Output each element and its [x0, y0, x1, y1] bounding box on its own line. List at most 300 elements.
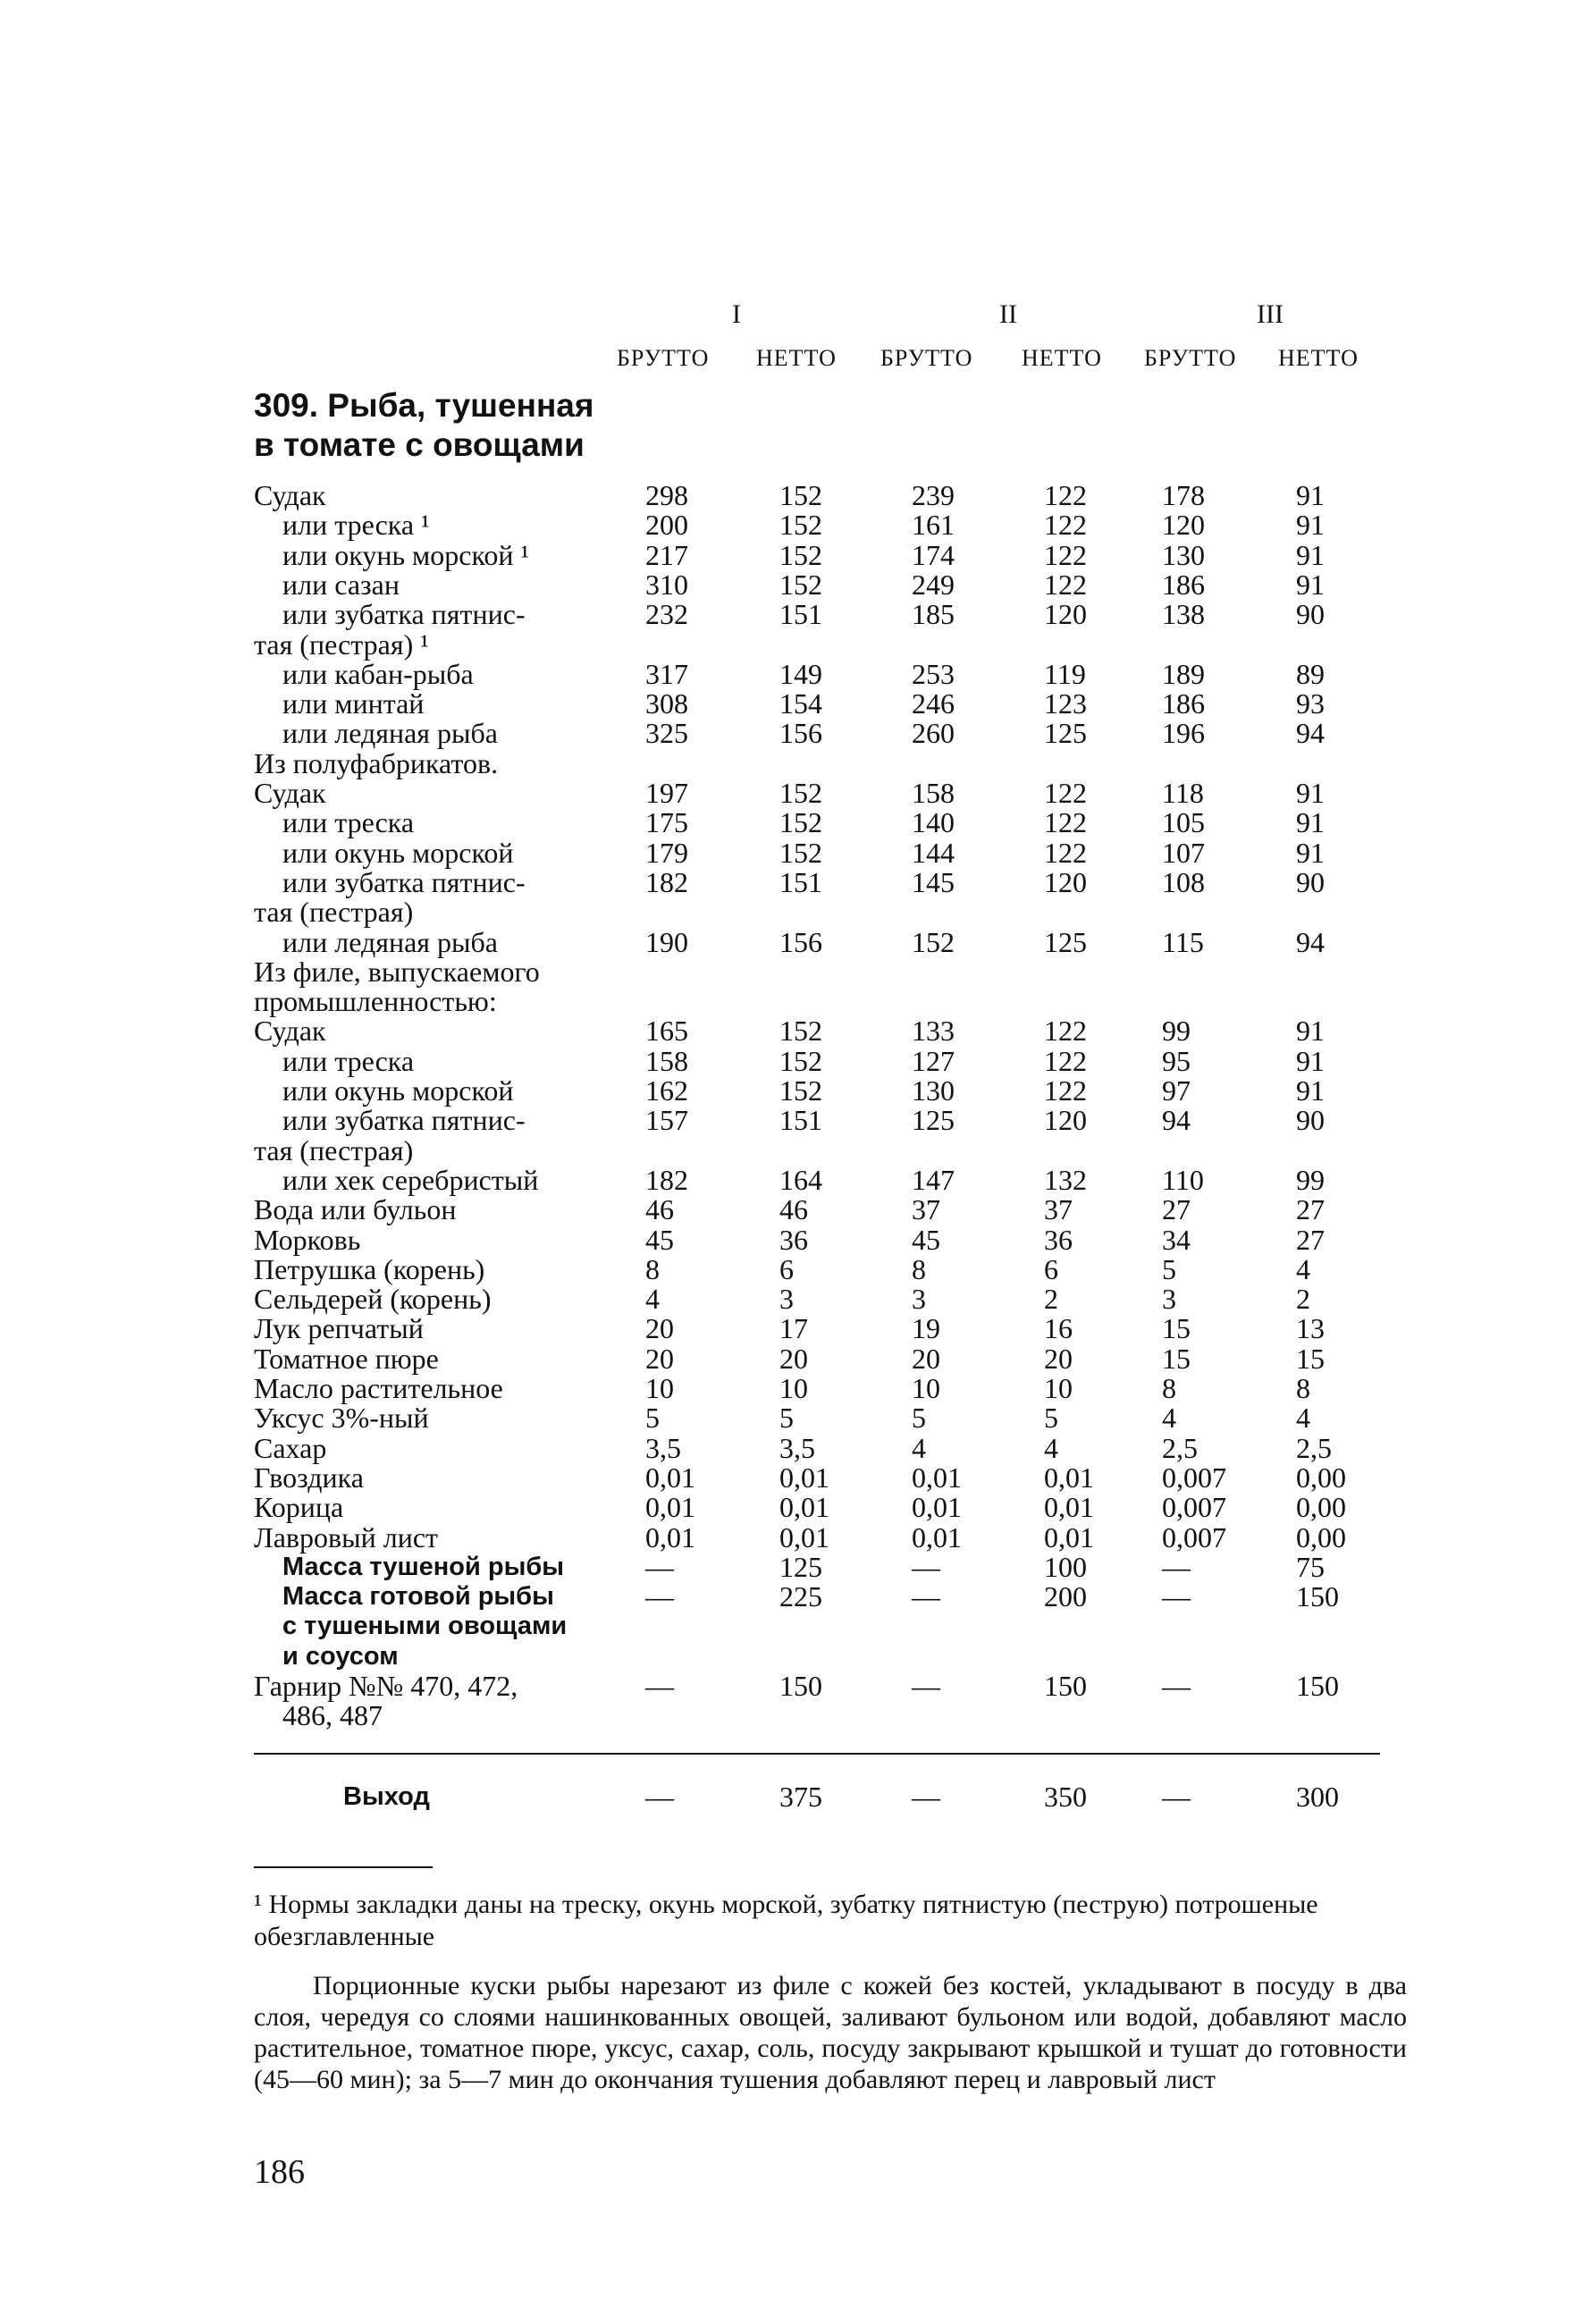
value-cell: 149 [779, 657, 822, 690]
value-cell: 2,5 [1296, 1431, 1332, 1464]
table-row [0, 1611, 1574, 1641]
value-cell: 34 [1162, 1223, 1191, 1256]
value-cell: 3 [779, 1283, 794, 1316]
value-cell: 107 [1162, 836, 1205, 869]
value-cell: 162 [645, 1074, 688, 1107]
value-cell: 122 [1044, 806, 1087, 839]
table-row [0, 1433, 1574, 1463]
value-cell: 27 [1162, 1193, 1191, 1226]
value-cell: 225 [779, 1580, 822, 1613]
value-cell: 317 [645, 657, 688, 690]
value-cell: 133 [912, 1015, 955, 1048]
value-cell: 122 [1044, 836, 1087, 869]
value-cell: 161 [912, 509, 955, 542]
value-cell: 182 [645, 1163, 688, 1196]
value-cell: 91 [1296, 836, 1325, 869]
recipe-title-line-2: в томате с овощами [254, 426, 585, 463]
table-row [0, 1343, 1574, 1374]
value-cell: 0,00 [1296, 1520, 1346, 1554]
value-cell: 119 [1044, 657, 1086, 690]
value-cell: 20 [779, 1342, 808, 1375]
ingredient-name: или окунь морской [282, 1074, 514, 1107]
value-cell: 120 [1044, 1104, 1087, 1137]
table-row [0, 1581, 1574, 1612]
ingredient-name: Из филе, выпускаемого [254, 955, 540, 988]
output-value: — [912, 1781, 940, 1813]
table-bottom-rule [254, 1753, 1380, 1755]
value-cell: 190 [645, 925, 688, 958]
value-cell: 158 [912, 777, 955, 809]
value-cell: 310 [645, 568, 688, 601]
value-cell: 152 [779, 806, 822, 839]
value-cell: 46 [779, 1193, 808, 1226]
value-cell: 3,5 [779, 1431, 815, 1464]
value-cell: 154 [779, 687, 822, 720]
value-cell: 122 [1044, 1074, 1087, 1107]
value-cell: 5 [912, 1402, 926, 1435]
ingredient-name: Масса готовой рыбы [282, 1582, 554, 1612]
ingredient-name: Уксус 3%-ный [254, 1402, 429, 1435]
ingredient-name: или треска ¹ [282, 509, 430, 542]
value-cell: 4 [1162, 1402, 1176, 1435]
table-row [0, 569, 1574, 600]
table-row [0, 1015, 1574, 1046]
value-cell: 130 [1162, 538, 1205, 571]
value-cell: 120 [1162, 509, 1205, 542]
value-cell: 2,5 [1162, 1431, 1198, 1464]
value-cell: 0,01 [779, 1491, 829, 1524]
value-cell: 186 [1162, 687, 1205, 720]
value-cell: 75 [1296, 1550, 1325, 1583]
value-cell: 150 [779, 1670, 822, 1702]
value-cell: 246 [912, 687, 955, 720]
ingredient-name: Судак [254, 777, 326, 809]
table-row [0, 897, 1574, 927]
output-value: — [1162, 1781, 1191, 1813]
table-row [0, 1194, 1574, 1225]
table-row [0, 629, 1574, 660]
value-cell: 89 [1296, 657, 1325, 690]
col-header-brutto-2: БРУТТО [880, 345, 973, 371]
table-row [0, 927, 1574, 957]
table-row [0, 1225, 1574, 1255]
ingredient-name: или хек серебристый [282, 1163, 539, 1196]
ingredient-name: и соусом [282, 1641, 399, 1671]
value-cell: — [1162, 1670, 1191, 1702]
value-cell: 90 [1296, 1104, 1325, 1137]
value-cell: 151 [779, 865, 822, 898]
table-row [0, 688, 1574, 719]
output-value: 350 [1044, 1781, 1087, 1813]
ingredient-name: или треска [282, 806, 415, 839]
value-cell: 138 [1162, 598, 1205, 631]
table-row [0, 1402, 1574, 1433]
table-row [0, 1313, 1574, 1343]
value-cell: — [645, 1670, 674, 1702]
value-cell: 164 [779, 1163, 822, 1196]
value-cell: 0,007 [1162, 1520, 1226, 1554]
value-cell: 186 [1162, 568, 1205, 601]
value-cell: 125 [779, 1550, 822, 1583]
value-cell: 200 [645, 509, 688, 542]
value-cell: 151 [779, 598, 822, 631]
value-cell: 127 [912, 1044, 955, 1077]
ingredient-name: Сельдерей (корень) [254, 1283, 492, 1316]
value-cell: 118 [1162, 777, 1204, 809]
value-cell: 0,01 [912, 1520, 962, 1554]
value-cell: 0,01 [645, 1461, 695, 1494]
ingredient-name: Гарнир №№ 470, 472, [254, 1670, 518, 1702]
group-header-1: I [732, 299, 741, 329]
value-cell: 10 [645, 1372, 674, 1404]
value-cell: 36 [779, 1223, 808, 1256]
value-cell: 4 [1296, 1402, 1310, 1435]
table-row [0, 509, 1574, 540]
value-cell: 0,01 [1044, 1520, 1094, 1554]
value-cell: 122 [1044, 777, 1087, 809]
table-row [0, 1700, 1574, 1730]
value-cell: 260 [912, 717, 955, 750]
col-header-netto-3: НЕТТО [1278, 345, 1359, 371]
value-cell: 19 [912, 1312, 940, 1345]
ingredient-name: Сахар [254, 1431, 327, 1464]
value-cell: 152 [779, 1044, 822, 1077]
table-row [0, 1046, 1574, 1076]
ingredient-name: Лавровый лист [254, 1520, 439, 1554]
value-cell: 105 [1162, 806, 1205, 839]
value-cell: 13 [1296, 1312, 1325, 1345]
recipe-title-line-1: 309. Рыба, тушенная [254, 387, 594, 424]
value-cell: 115 [1162, 925, 1204, 958]
ingredient-name: или сазан [282, 568, 400, 601]
value-cell: 0,01 [779, 1461, 829, 1494]
value-cell: 0,00 [1296, 1491, 1346, 1524]
value-cell: 15 [1296, 1342, 1325, 1375]
value-cell: 0,01 [645, 1491, 695, 1524]
value-cell: 37 [912, 1193, 940, 1226]
value-cell: 90 [1296, 598, 1325, 631]
value-cell: 16 [1044, 1312, 1073, 1345]
value-cell: 4 [1044, 1431, 1058, 1464]
value-cell: 37 [1044, 1193, 1073, 1226]
value-cell: 93 [1296, 687, 1325, 720]
value-cell: 200 [1044, 1580, 1087, 1613]
value-cell: 122 [1044, 1015, 1087, 1048]
value-cell: 17 [779, 1312, 808, 1345]
value-cell: 10 [779, 1372, 808, 1404]
value-cell: 3 [1162, 1283, 1176, 1316]
table-row [0, 1165, 1574, 1195]
value-cell: 0,01 [645, 1520, 695, 1554]
value-cell: 97 [1162, 1074, 1191, 1107]
table-row [0, 1522, 1574, 1553]
value-cell: — [645, 1550, 674, 1583]
value-cell: 6 [1044, 1252, 1058, 1285]
value-cell: 132 [1044, 1163, 1087, 1196]
value-cell: 110 [1162, 1163, 1204, 1196]
ingredient-name: или зубатка пятнис- [282, 598, 526, 631]
value-cell: 152 [779, 568, 822, 601]
value-cell: 152 [912, 925, 955, 958]
recipe-title [254, 386, 593, 465]
value-cell: 4 [912, 1431, 926, 1464]
value-cell: 185 [912, 598, 955, 631]
table-row [0, 807, 1574, 838]
value-cell: 5 [779, 1402, 794, 1435]
value-cell: 8 [1296, 1372, 1310, 1404]
value-cell: 125 [912, 1104, 955, 1137]
value-cell: 179 [645, 836, 688, 869]
value-cell: 0,01 [912, 1491, 962, 1524]
value-cell: 100 [1044, 1550, 1087, 1583]
value-cell: 150 [1296, 1670, 1339, 1702]
value-cell: — [912, 1580, 940, 1613]
value-cell: 152 [779, 777, 822, 809]
value-cell: 147 [912, 1163, 955, 1196]
value-cell: 91 [1296, 1074, 1325, 1107]
value-cell: 122 [1044, 509, 1087, 542]
value-cell: 189 [1162, 657, 1205, 690]
value-cell: 2 [1044, 1283, 1058, 1316]
value-cell: 165 [645, 1015, 688, 1048]
value-cell: 120 [1044, 865, 1087, 898]
cooking-instructions: Порционные куски рыбы нарезают из филе с кожей без костей, укладывают в посуду в два слоя, чередуя со слоями нашинкованных овощей, заливают бульоном или водой, добавляют масло растительное, томатное пюре, уксус, сахар, соль, посуду закрывают крышкой и тушат до готовности (45—60 мин); за 5—7 мин до окончания тушения добавляют перец и лавровый лист [254, 1971, 1407, 2094]
table-row [0, 1492, 1574, 1522]
value-cell: 8 [1162, 1372, 1176, 1404]
value-cell: 5 [645, 1402, 660, 1435]
value-cell: 130 [912, 1074, 955, 1107]
col-header-brutto-1: БРУТТО [617, 345, 710, 371]
value-cell: 20 [1044, 1342, 1073, 1375]
value-cell: 122 [1044, 479, 1087, 511]
table-row [0, 659, 1574, 689]
table-row [0, 480, 1574, 510]
ingredient-name: 486, 487 [282, 1699, 383, 1732]
output-row [0, 1781, 1574, 1812]
col-header-brutto-3: БРУТТО [1144, 345, 1237, 371]
col-header-netto-1: НЕТТО [756, 345, 837, 371]
value-cell: 249 [912, 568, 955, 601]
value-cell: 197 [645, 777, 688, 809]
output-value: — [645, 1781, 674, 1813]
value-cell: 45 [912, 1223, 940, 1256]
value-cell: 15 [1162, 1312, 1191, 1345]
ingredient-name: тая (пестрая) [254, 1133, 414, 1166]
value-cell: 6 [779, 1252, 794, 1285]
value-cell: 20 [912, 1342, 940, 1375]
value-cell: 94 [1162, 1104, 1191, 1137]
value-cell: 253 [912, 657, 955, 690]
table-row [0, 1075, 1574, 1106]
value-cell: 8 [645, 1252, 660, 1285]
table-row [0, 1671, 1574, 1701]
ingredient-name: с тушеными овощами [282, 1612, 568, 1641]
value-cell: 91 [1296, 509, 1325, 542]
value-cell: 8 [912, 1252, 926, 1285]
table-row [0, 540, 1574, 570]
value-cell: 90 [1296, 865, 1325, 898]
output-value: 300 [1296, 1781, 1339, 1813]
value-cell: 3 [912, 1283, 926, 1316]
value-cell: 175 [645, 806, 688, 839]
value-cell: 152 [779, 836, 822, 869]
value-cell: 239 [912, 479, 955, 511]
value-cell: 99 [1162, 1015, 1191, 1048]
value-cell: — [912, 1670, 940, 1702]
table-row [0, 1105, 1574, 1135]
value-cell: 10 [912, 1372, 940, 1404]
value-cell: 3,5 [645, 1431, 681, 1464]
table-row [0, 599, 1574, 629]
table-row [0, 956, 1574, 987]
value-cell: 10 [1044, 1372, 1073, 1404]
value-cell: 125 [1044, 925, 1087, 958]
ingredient-name: Гвоздика [254, 1461, 364, 1494]
value-cell: 91 [1296, 538, 1325, 571]
value-cell: 152 [779, 1015, 822, 1048]
value-cell: 95 [1162, 1044, 1191, 1077]
table-row [0, 986, 1574, 1016]
table-row [0, 1284, 1574, 1314]
value-cell: 20 [645, 1312, 674, 1345]
table-row [0, 1462, 1574, 1493]
value-cell: 156 [779, 717, 822, 750]
value-cell: 0,01 [1044, 1461, 1094, 1494]
table-row [0, 867, 1574, 897]
value-cell: 0,007 [1162, 1461, 1226, 1494]
value-cell: 174 [912, 538, 955, 571]
value-cell: 5 [1162, 1252, 1176, 1285]
value-cell: 27 [1296, 1193, 1325, 1226]
value-cell: — [912, 1550, 940, 1583]
output-label: Выход [343, 1782, 430, 1811]
value-cell: 123 [1044, 687, 1087, 720]
value-cell: 325 [645, 717, 688, 750]
value-cell: — [645, 1580, 674, 1613]
value-cell: 45 [645, 1223, 674, 1256]
value-cell: 94 [1296, 717, 1325, 750]
value-cell: 158 [645, 1044, 688, 1077]
table-row [0, 778, 1574, 808]
value-cell: 20 [645, 1342, 674, 1375]
value-cell: 152 [779, 479, 822, 511]
ingredient-name: Судак [254, 1015, 326, 1048]
ingredient-name: или зубатка пятнис- [282, 865, 526, 898]
ingredient-name: Из полуфабрикатов. [254, 746, 499, 779]
ingredient-name: тая (пестрая) ¹ [254, 627, 429, 661]
value-cell: 232 [645, 598, 688, 631]
value-cell: — [1162, 1580, 1191, 1613]
table-row [0, 1254, 1574, 1284]
table-row [0, 718, 1574, 748]
value-cell: 217 [645, 538, 688, 571]
ingredient-name: Судак [254, 479, 326, 511]
ingredient-name: промышленностью: [254, 985, 497, 1018]
value-cell: 144 [912, 836, 955, 869]
value-cell: 4 [645, 1283, 660, 1316]
value-cell: 91 [1296, 479, 1325, 511]
value-cell: 308 [645, 687, 688, 720]
value-cell: 157 [645, 1104, 688, 1137]
ingredient-name: Морковь [254, 1223, 361, 1256]
value-cell: 196 [1162, 717, 1205, 750]
value-cell: 36 [1044, 1223, 1073, 1256]
value-cell: 182 [645, 865, 688, 898]
value-cell: — [1162, 1550, 1191, 1583]
value-cell: 94 [1296, 925, 1325, 958]
value-cell: 0,007 [1162, 1491, 1226, 1524]
ingredient-name: или кабан-рыба [282, 657, 474, 690]
table-row [0, 838, 1574, 868]
value-cell: 4 [1296, 1252, 1310, 1285]
ingredient-name: или треска [282, 1044, 415, 1077]
footnote: ¹ Нормы закладки даны на треску, окунь морской, зубатку пятнистую (пеструю) потрошеные обезглавленные [254, 1890, 1318, 1951]
ingredient-name: или минтай [282, 687, 425, 720]
group-header-3: III [1257, 299, 1284, 329]
value-cell: 15 [1162, 1342, 1191, 1375]
value-cell: 178 [1162, 479, 1205, 511]
ingredient-name: Масса тушеной рыбы [282, 1552, 565, 1581]
value-cell: 46 [645, 1193, 674, 1226]
value-cell: 152 [779, 538, 822, 571]
value-cell: 150 [1296, 1580, 1339, 1613]
table-row [0, 1373, 1574, 1403]
value-cell: 140 [912, 806, 955, 839]
value-cell: 145 [912, 865, 955, 898]
value-cell: 91 [1296, 806, 1325, 839]
value-cell: 122 [1044, 538, 1087, 571]
ingredient-name: Масло растительное [254, 1372, 503, 1404]
value-cell: 0,01 [1044, 1491, 1094, 1524]
value-cell: 5 [1044, 1402, 1058, 1435]
value-cell: 91 [1296, 1044, 1325, 1077]
table-row [0, 1552, 1574, 1582]
ingredient-name: Лук репчатый [254, 1312, 424, 1345]
value-cell: 152 [779, 509, 822, 542]
table-row [0, 1641, 1574, 1671]
value-cell: 0,01 [912, 1461, 962, 1494]
value-cell: 151 [779, 1104, 822, 1137]
ingredient-name: тая (пестрая) [254, 896, 414, 929]
ingredient-name: Томатное пюре [254, 1342, 439, 1375]
value-cell: 0,01 [779, 1520, 829, 1554]
ingredient-name: или окунь морской [282, 836, 514, 869]
ingredient-name: или ледяная рыба [282, 717, 498, 750]
ingredient-name: Корица [254, 1491, 344, 1524]
value-cell: 108 [1162, 865, 1205, 898]
value-cell: 99 [1296, 1163, 1325, 1196]
value-cell: 91 [1296, 1015, 1325, 1048]
value-cell: 2 [1296, 1283, 1310, 1316]
value-cell: 27 [1296, 1223, 1325, 1256]
value-cell: 156 [779, 925, 822, 958]
page-number: 186 [254, 2153, 305, 2191]
value-cell: 0,00 [1296, 1461, 1346, 1494]
value-cell: 150 [1044, 1670, 1087, 1702]
col-header-netto-2: НЕТТО [1022, 345, 1102, 371]
output-value: 375 [779, 1781, 822, 1813]
table-row [0, 748, 1574, 779]
group-header-2: II [999, 299, 1017, 329]
value-cell: 125 [1044, 717, 1087, 750]
value-cell: 298 [645, 479, 688, 511]
value-cell: 152 [779, 1074, 822, 1107]
value-cell: 122 [1044, 568, 1087, 601]
value-cell: 120 [1044, 598, 1087, 631]
ingredient-name: Петрушка (корень) [254, 1252, 485, 1285]
ingredient-name: или окунь морской ¹ [282, 538, 530, 571]
value-cell: 91 [1296, 777, 1325, 809]
